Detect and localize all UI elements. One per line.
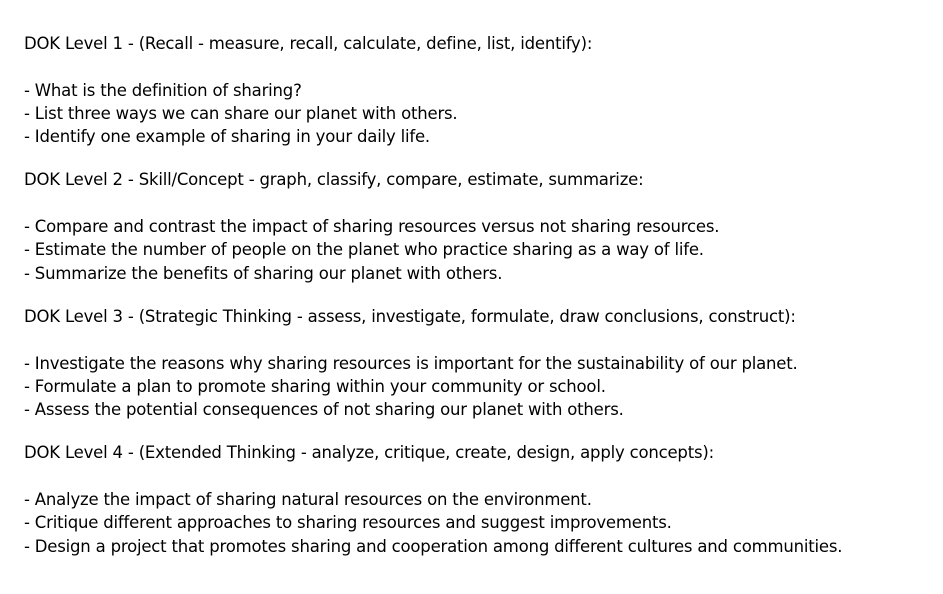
- list-item: - Investigate the reasons why sharing resources is important for the sustainability of our planet.: [24, 353, 798, 373]
- dok-level-2-heading: DOK Level 2 - Skill/Concept - graph, classify, compare, estimate, summarize:: [24, 170, 644, 190]
- dok-level-4-section: [24, 441, 933, 557]
- dok-level-2-section: [24, 168, 933, 284]
- dok-level-4-heading: DOK Level 4 - (Extended Thinking - analyze, critique, create, design, apply concepts):: [24, 443, 714, 463]
- dok-level-1-section: [24, 32, 933, 148]
- list-item: - Analyze the impact of sharing natural resources on the environment.: [24, 490, 592, 510]
- list-item: - Critique different approaches to sharing resources and suggest improvements.: [24, 513, 672, 533]
- list-item: - Compare and contrast the impact of sharing resources versus not sharing resources.: [24, 217, 720, 237]
- list-item: - Formulate a plan to promote sharing within your community or school.: [24, 376, 606, 396]
- list-item: - Summarize the benefits of sharing our planet with others.: [24, 263, 503, 283]
- dok-level-3-heading: DOK Level 3 - (Strategic Thinking - assess, investigate, formulate, draw conclusions, construct):: [24, 306, 796, 326]
- dok-level-1-heading: DOK Level 1 - (Recall - measure, recall, calculate, define, list, identify):: [24, 34, 593, 53]
- list-item: - What is the definition of sharing?: [24, 80, 302, 100]
- dok-level-4-items: [24, 488, 933, 558]
- list-item: - List three ways we can share our planet with others.: [24, 103, 458, 123]
- dok-level-1-items: [24, 79, 933, 149]
- list-item: - Identify one example of sharing in your daily life.: [24, 127, 430, 147]
- dok-level-3-items: [24, 352, 933, 422]
- list-item: - Design a project that promotes sharing and cooperation among different cultures and communities.: [24, 536, 843, 556]
- list-item: - Estimate the number of people on the planet who practice sharing as a way of life.: [24, 240, 704, 260]
- list-item: - Assess the potential consequences of not sharing our planet with others.: [24, 400, 624, 420]
- dok-level-3-section: [24, 305, 933, 421]
- dok-level-2-items: [24, 215, 933, 285]
